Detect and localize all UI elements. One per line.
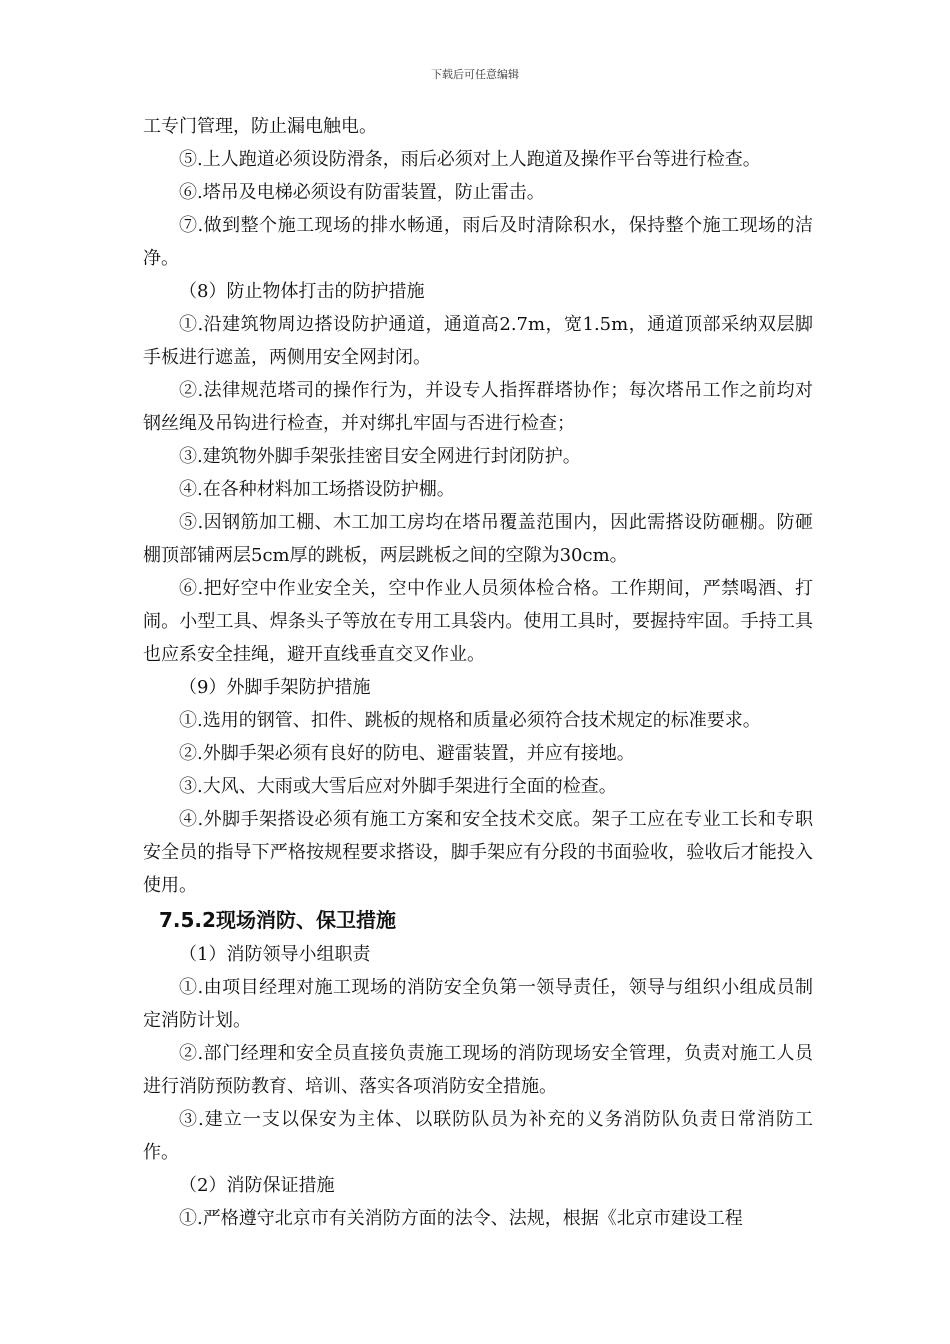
section-heading: 7.5.2现场消防、保卫措施 (159, 908, 396, 932)
paragraph: ④.在各种材料加工场搭设防护棚。 (179, 479, 455, 500)
paragraph: ⑤.上人跑道必须设防滑条，雨后必须对上人跑道及操作平台等进行检查。 (179, 149, 761, 170)
paragraph: ①.由项目经理对施工现场的消防安全负第一领导责任，领导与组织小组成员制定消防计划。 (143, 977, 813, 1031)
paragraph-group-2 (143, 938, 813, 1235)
paragraph: （2）消防保证措施 (179, 1175, 335, 1196)
page-header: 下载后可任意编辑 (431, 68, 519, 81)
paragraph: ②.部门经理和安全员直接负责施工现场的消防现场安全管理，负责对施工人员进行消防预防教育、培训、落实各项消防安全措施。 (143, 1043, 813, 1097)
paragraph: ①.选用的钢管、扣件、跳板的规格和质量必须符合技术规定的标准要求。 (179, 710, 761, 731)
paragraph: （8）防止物体打击的防护措施 (179, 281, 425, 302)
paragraph: （9）外脚手架防护措施 (179, 677, 371, 698)
paragraph: ⑥.把好空中作业安全关，空中作业人员须体检合格。工作期间，严禁喝酒、打闹。小型工具、焊条头子等放在专用工具袋内。使用工具时，要握持牢固。手持工具也应系安全挂绳，避开直线垂直交叉作业。 (143, 578, 813, 665)
paragraph: ⑥.塔吊及电梯必须设有防雷装置，防止雷击。 (179, 182, 545, 203)
document-body (143, 110, 813, 1235)
paragraph: ④.外脚手架搭设必须有施工方案和安全技术交底。架子工应在专业工长和专职安全员的指导下严格按规程要求搭设，脚手架应有分段的书面验收，验收后才能投入使用。 (143, 809, 813, 896)
paragraph: ②.法律规范塔司的操作行为，并设专人指挥群塔协作；每次塔吊工作之前均对钢丝绳及吊钩进行检查，并对绑扎牢固与否进行检查； (143, 380, 813, 434)
paragraph-group-1 (143, 110, 813, 902)
paragraph: ③.建筑物外脚手架张挂密目安全网进行封闭防护。 (179, 446, 581, 467)
paragraph: ③.大风、大雨或大雪后应对外脚手架进行全面的检查。 (179, 776, 617, 797)
paragraph: ③.建立一支以保安为主体、以联防队员为补充的义务消防队负责日常消防工作。 (143, 1109, 813, 1163)
paragraph: ①.沿建筑物周边搭设防护通道，通道高2.7m，宽1.5m，通道顶部采纳双层脚手板进行遮盖，两侧用安全网封闭。 (143, 314, 813, 368)
paragraph: ②.外脚手架必须有良好的防电、避雷装置，并应有接地。 (179, 743, 635, 764)
paragraph: ⑦.做到整个施工现场的排水畅通，雨后及时清除积水，保持整个施工现场的洁净。 (143, 215, 813, 269)
paragraph: （1）消防领导小组职责 (179, 944, 371, 965)
paragraph: ①.严格遵守北京市有关消防方面的法令、法规，根据《北京市建设工程 (179, 1208, 743, 1229)
paragraph: ⑤.因钢筋加工棚、木工加工房均在塔吊覆盖范围内，因此需搭设防砸棚。防砸棚顶部铺两层5cm厚的跳板，两层跳板之间的空隙为30cm。 (143, 512, 813, 566)
paragraph: 工专门管理，防止漏电触电。 (143, 116, 377, 137)
